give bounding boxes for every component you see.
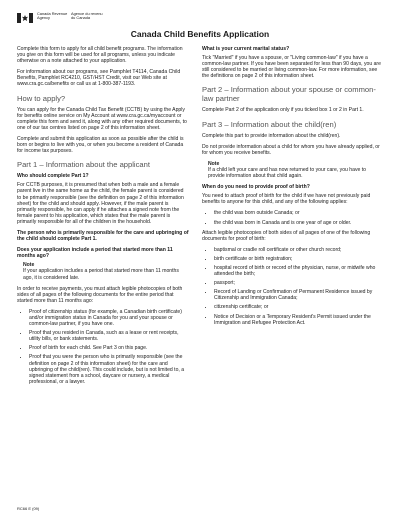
proof-paragraph: You need to attach proof of birth for the child if we have not previously paid benefits to anyone for this child, and any of the following applies: [202,193,371,206]
list-item: • the child was born in Canada and is one year of age or older. [214,220,382,226]
list-item: • hospital record of birth or record of the physician, nurse, or midwife who attended the birth; [214,265,382,277]
note-block [23,262,189,280]
list-item: • Proof that you resided in Canada, such as a lease or rent receipts, utility bills, or bank statements. [29,330,189,342]
responsible-paragraph: The person who is primarily responsible for the care and upbringing of the child should complete Part 1. [17,229,189,243]
list-item: • passport; [214,280,382,286]
list-item: • Record of Landing or Confirmation of Permanent Residence issued by Citizenship and Immigration Canada; [214,289,382,301]
list-item: • Proof of birth for each child. See Part 3 on this page. [29,345,189,351]
heading-part1: Part 1 – Information about the applicant [17,160,150,170]
birth-conditions-list [202,210,382,225]
heading-part2: Part 2 – Information about your spouse or common-law partner [202,85,376,104]
marital-paragraph: Tick "Married" if you have a spouse, or "Living common-law" if you have a common-law partner. If you have been separated for less than 90 days, you are still considered to be married or living common-law. For more information, see the definitions on page 2 of this information sheet. [202,55,381,80]
heading-how-to-apply: How to apply? [17,93,66,103]
note-label: Note [208,160,220,167]
cctb-paragraph: For CCTB purposes, it is presumed that when both a male and a female parent live in the same home as the child, the female parent is considered to be primarily responsible (see the definition on page 2 of this information sheet) for the child and should apply. However, if the male parent is primarily responsible, he can apply if he attaches a signed note from the female parent to his application, which states that the male parent is primarily responsible for all of the children in the household. [17,182,184,225]
list-item: • birth certificate or birth registration; [214,256,382,262]
agency-names [37,12,105,21]
agency-name-en: Canada Revenue Agency [37,11,68,21]
left-column [17,46,189,389]
attach-paragraph: Attach legible photocopies of both sides of all pages of one of the following documents for proof of birth: [202,229,371,242]
list-item: • Notice of Decision or a Temporary Resident's Permit issued under the Immigration and Refugee Protection Act. [214,314,382,326]
list-item: • citizenship certificate; or [214,304,382,310]
payments-paragraph: In order to receive payments, you must attach legible photocopies of both sides of all pages of the following documents for the entire period that started more than 11 months ago: [17,285,183,304]
right-column [202,46,382,330]
proof-list [17,309,189,385]
agency-name-fr: Agence du revenu du Canada [71,11,103,21]
documents-list [202,247,382,326]
submit-paragraph: Complete and submit this application as soon as possible after the child is born or begins to live with you, or when you become a resident of Canada for income tax purposes. [17,135,184,155]
form-code: RC66 E (09) [17,506,40,511]
question-late-period: Does your application include a period that started more than 11 months ago? [17,247,173,260]
heading-part3: Part 3 – Information about the child(ren) [202,119,337,129]
note-text: If a child left your care and has now returned to your care, you have to provide information about that child again. [208,166,366,180]
list-item: • Proof of citizenship status (for example, a Canadian birth certificate) and/or immigration status in Canada for you and your spouse or common-law partner, if you have one. [29,309,189,327]
note-block [208,161,382,179]
intro-paragraph: Complete this form to apply for all child benefit programs. The information you give on this form will be used for all programs, unless you indicate otherwise on a note attached to your application. [17,46,183,65]
part3-paragraph: Complete this part to provide information about the child(ren). [202,132,341,139]
apply-paragraph: You can apply for the Canada Child Tax Benefit (CCTB) by using the Apply for benefits online service on My Account at www.cra.gc.ca/myaccount or complete this form and send it, along with any other required documents, to one of our tax centres listed on page 2 of this information sheet. [17,106,187,131]
note-text: If your application includes a period that started more than 11 months ago, it is considered late. [23,268,179,281]
question-marital-status: What is your current marital status? [202,46,290,52]
part2-paragraph: Complete Part 2 of the application only if you ticked box 1 or 2 in Part 1. [202,107,364,114]
canada-flag-icon [17,13,33,23]
header [17,12,105,23]
list-item: • the child was born outside Canada; or [214,210,382,216]
page-title: Canada Child Benefits Application [130,29,270,39]
info-paragraph: For information about our programs, see Pamphlet T4114, Canada Child Benefits, Pamphlet RC4210, GST/HST Credit, visit our Web site at www.cra.gc.ca/benefits or call us at 1-800-387-1193. [17,69,181,88]
list-item: • baptismal or cradle roll certificate or other church record; [214,247,382,253]
note-label: Note [23,262,35,269]
do-not-paragraph: Do not provide information about a child for whom you have already applied, or for whom you receive benefits. [202,143,380,156]
list-item: • Proof that you were the person who is primarily responsible (see the definition on page 2 of this information sheet) for the care and upbringing of the child(ren). This could include, but is not limited to, a signed statement from a school, daycare or nursery, a medical professional, or a lawyer. [29,354,189,384]
question-who-completes: Who should complete Part 1? [17,173,89,180]
question-proof-of-birth: When do you need to provide proof of birth? [202,184,310,191]
